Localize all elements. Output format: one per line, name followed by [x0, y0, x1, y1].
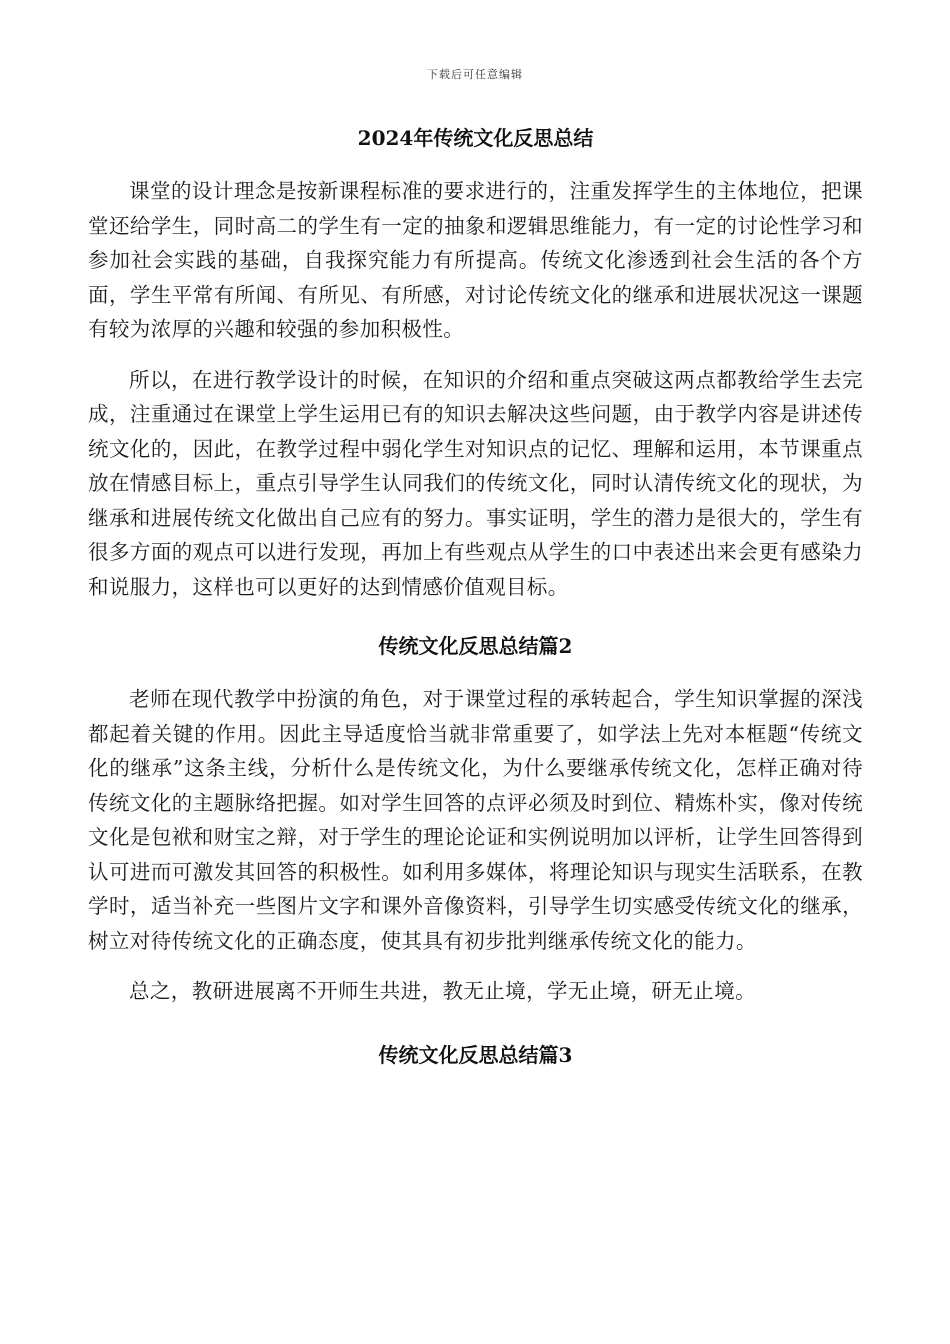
section-3-heading: 传统文化反思总结篇3 — [378, 1042, 573, 1067]
section-2-paragraph-2: 总之，教研进展离不开师生共进，教无止境，学无止境，研无止境。 — [129, 979, 756, 1003]
section-2-paragraph-1: 老师在现代教学中扮演的角色，对于课堂过程的承转起合，学生知识掌握的深浅都起着关键的作用。因此主导适度恰当就非常重要了，如学法上先对本框题“传统文化的继承”这条主线，分析什么是传统文化，为什么要继承传统文化，怎样正确对待传统文化的主题脉络把握。如对学生回答的点评必须及时到位、精炼朴实，像对传统文化是包袱和财宝之辩，对于学生的理论论证和实例说明加以评析，让学生回答得到认可进而可激发其回答的积极性。如利用多媒体，将理论知识与现实生活联系，在教学时，适当补充一些图片文字和课外音像资料，引导学生切实感受传统文化的继承，树立对待传统文化的正确态度，使其具有初步批判继承传统文化的能力。 — [88, 687, 863, 953]
document-body — [88, 112, 863, 1091]
header-note: 下载后可任意编辑 — [427, 68, 523, 81]
paragraph-2: 所以，在进行教学设计的时候，在知识的介绍和重点突破这两点都教给学生去完成，注重通过在课堂上学生运用已有的知识去解决这些问题，由于教学内容是讲述传统文化的，因此，在教学过程中弱化学生对知识点的记忆、理解和运用，本节课重点放在情感目标上，重点引导学生认同我们的传统文化，同时认清传统文化的现状，为继承和进展传统文化做出自己应有的努力。事实证明，学生的潜力是很大的，学生有很多方面的观点可以进行发现，再加上有些观点从学生的口中表述出来会更有感染力和说服力，这样也可以更好的达到情感价值观目标。 — [88, 367, 863, 599]
paragraph-1: 课堂的设计理念是按新课程标准的要求进行的，注重发挥学生的主体地位，把课堂还给学生，同时高二的学生有一定的抽象和逻辑思维能力，有一定的讨论性学习和参加社会实践的基础，自我探究能力有所提高。传统文化渗透到社会生活的各个方面，学生平常有所闻、有所见、有所感，对讨论传统文化的继承和进展状况这一课题有较为浓厚的兴趣和较强的参加积极性。 — [88, 179, 863, 341]
section-2-heading: 传统文化反思总结篇2 — [378, 634, 573, 658]
document-title: 2024年传统文化反思总结 — [357, 126, 594, 150]
